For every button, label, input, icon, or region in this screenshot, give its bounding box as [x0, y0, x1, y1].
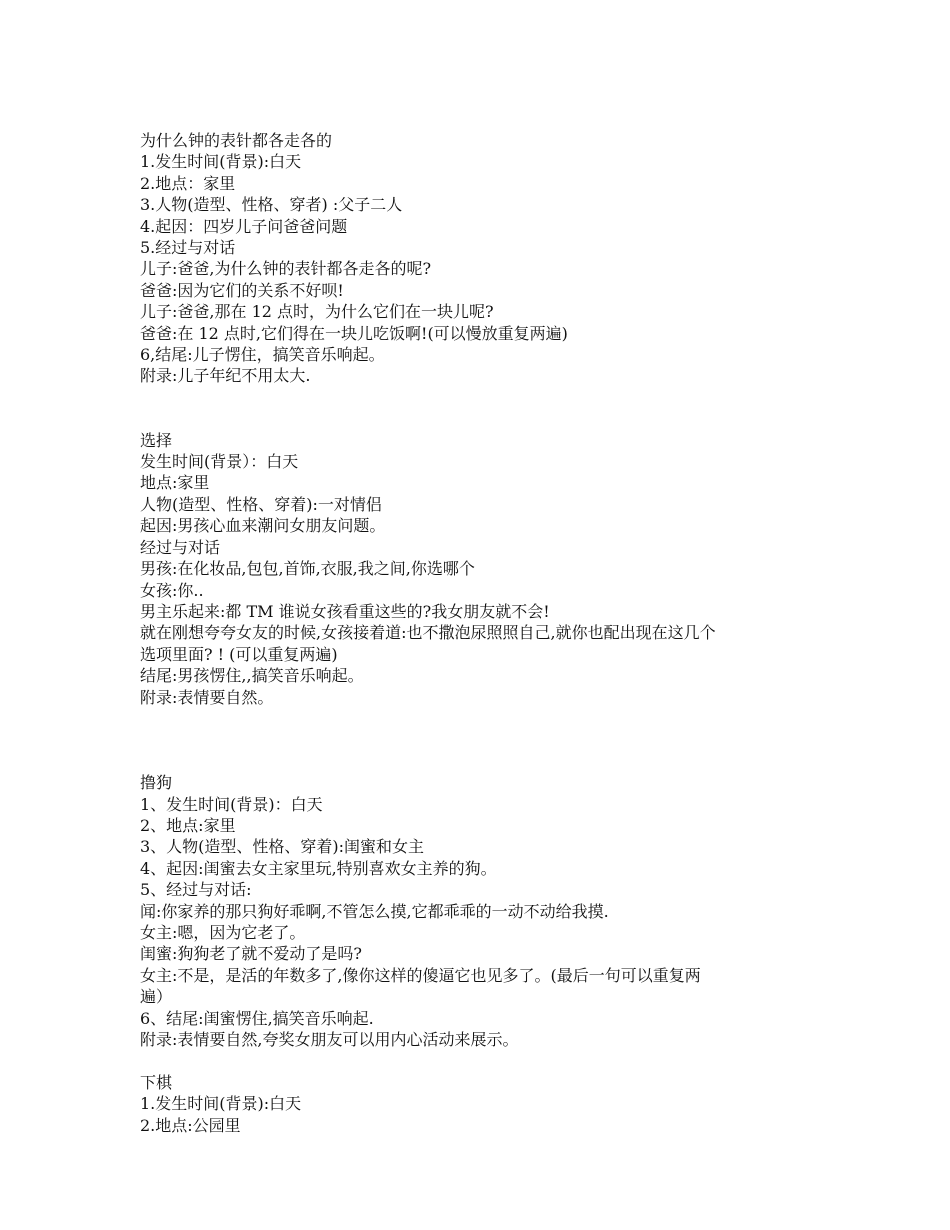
text-line: 4.起因：四岁儿子问爸爸问题	[140, 216, 348, 236]
text-line: 5.经过与对话	[140, 238, 236, 258]
document-body	[140, 130, 820, 1136]
text-line: 闺蜜:狗狗老了就不爱动了是吗?	[140, 944, 362, 964]
text-line: 男主乐起来:都 TM 谁说女孩看重这些的?我女朋友就不会!	[140, 601, 550, 621]
text-line: 附录:表情要自然。	[140, 687, 274, 707]
text-line: 发生时间(背景）：白天	[140, 452, 299, 472]
text-line: 经过与对话	[140, 537, 221, 557]
text-line: 2、地点:家里	[140, 815, 236, 835]
text-line: 女主:不是，是活的年数多了,像你这样的傻逼它也见多了。(最后一句可以重复两	[140, 965, 701, 985]
section-chess	[140, 1072, 820, 1136]
text-line: 儿子:爸爸,为什么钟的表针都各走各的呢?	[140, 259, 432, 279]
text-line: 1、发生时间(背景)：白天	[140, 794, 323, 814]
text-line: 选项里面? ! (可以重复两遍)	[140, 644, 338, 664]
section-title: 为什么钟的表针都各走各的	[140, 131, 333, 150]
text-line: 地点:家里	[140, 473, 210, 493]
text-line: 2.地点：家里	[140, 173, 236, 193]
section-spacer	[140, 708, 820, 772]
text-line: 1.发生时间(背景):白天	[140, 1094, 302, 1114]
section-spacer	[140, 1050, 820, 1071]
text-line: 爸爸:在 12 点时,它们得在一块儿吃饭啊!(可以慢放重复两遍)	[140, 323, 568, 343]
text-line: 女主:嗯，因为它老了。	[140, 922, 306, 942]
text-line: 女孩:你..	[140, 580, 204, 600]
section-title: 撸狗	[140, 773, 173, 793]
text-line: 附录:儿子年纪不用太大.	[140, 366, 311, 386]
text-line: 爸爸:因为它们的关系不好呗!	[140, 280, 344, 300]
section-title: 下棋	[140, 1072, 173, 1092]
text-line: 男孩:在化妆品,包包,首饰,衣服,我之间,你选哪个	[140, 559, 475, 579]
text-line: 6,结尾:儿子愣住，搞笑音乐响起。	[140, 345, 385, 365]
text-line: 遍）	[140, 987, 173, 1007]
text-line: 3、人物(造型、性格、穿着):闺蜜和女主	[140, 837, 425, 857]
text-line: 闻:你家养的那只狗好乖啊,不管怎么摸,它都乖乖的一动不动给我摸.	[140, 901, 609, 921]
section-clock	[140, 130, 820, 387]
section-spacer	[140, 387, 820, 430]
text-line: 3.人物(造型、性格、穿者) :父子二人	[140, 195, 403, 215]
text-line: 4、起因:闺蜜去女主家里玩,特别喜欢女主养的狗。	[140, 858, 497, 878]
section-dog	[140, 772, 820, 1050]
section-title: 选择	[140, 430, 173, 450]
text-line: 5、经过与对话:	[140, 880, 252, 900]
text-line: 2.地点:公园里	[140, 1115, 241, 1135]
text-line: 起因:男孩心血来潮问女朋友问题。	[140, 516, 386, 536]
text-line: 6、结尾:闺蜜愣住,搞笑音乐响起.	[140, 1008, 374, 1028]
text-line: 1.发生时间(背景):白天	[140, 152, 302, 172]
text-line: 儿子:爸爸,那在 12 点时，为什么它们在一块儿呢?	[140, 302, 494, 322]
text-line: 就在刚想夸夸女友的时候,女孩接着道:也不撒泡尿照照自己,就你也配出现在这几个	[140, 623, 716, 643]
text-line: 人物(造型、性格、穿着):一对情侣	[140, 494, 382, 514]
section-choice	[140, 430, 820, 708]
text-line: 结尾:男孩愣住,,搞笑音乐响起。	[140, 666, 364, 686]
text-line: 附录:表情要自然,夸奖女朋友可以用内心活动来展示。	[140, 1030, 519, 1050]
